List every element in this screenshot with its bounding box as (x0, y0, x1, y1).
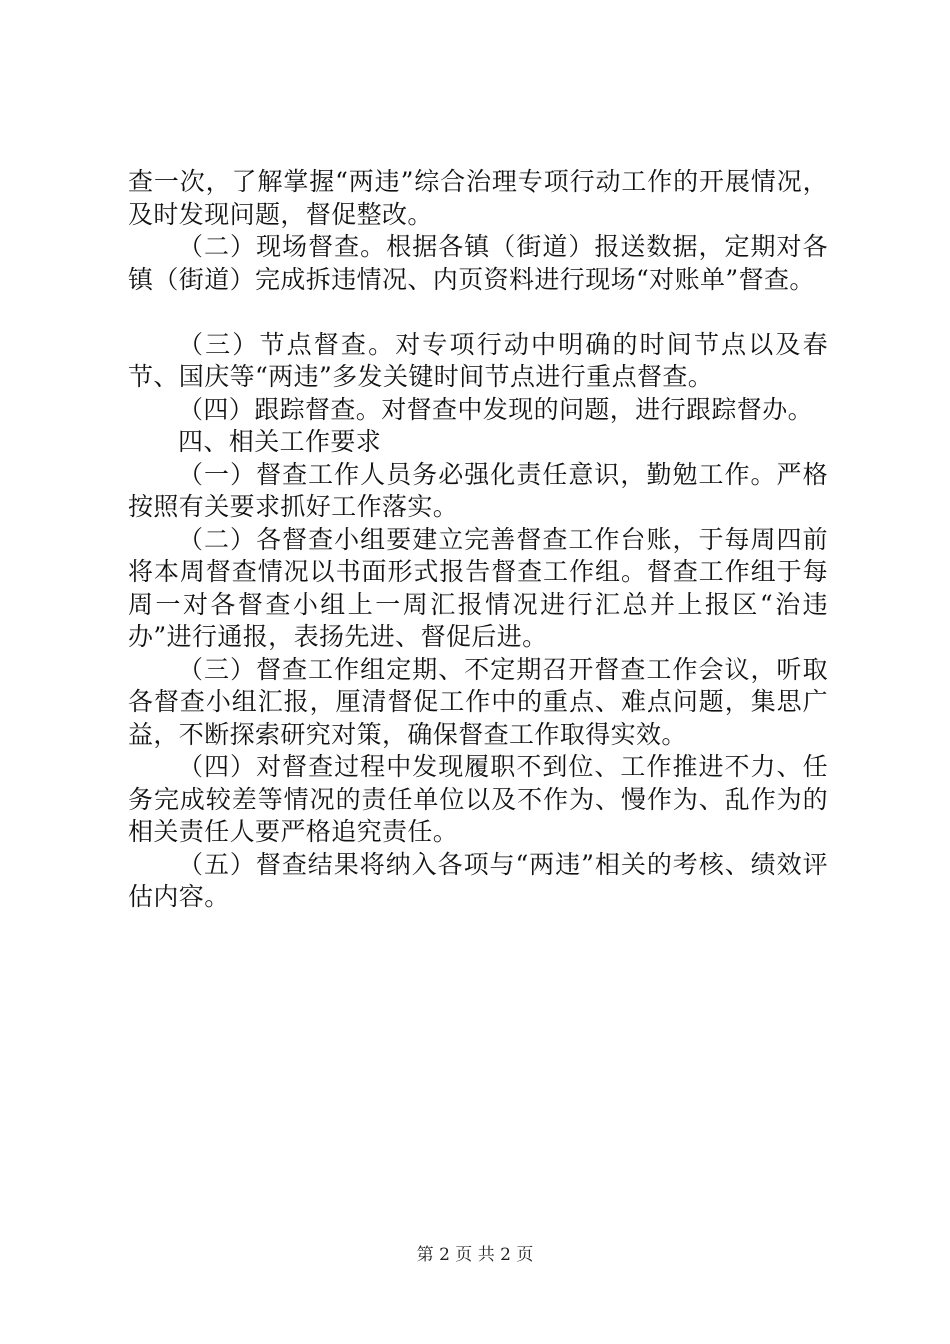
paragraph-requirement-2: （二）各督查小组要建立完善督查工作台账，于每周四前将本周督查情况以书面形式报告督查工作组。督查工作组于每周一对各督查小组上一周汇报情况进行汇总并上报区“治违办”进行通报，表扬先进、督促后进。 (128, 524, 828, 651)
paragraph-tracking-inspection: （四）跟踪督查。对督查中发现的问题，进行跟踪督办。 (178, 394, 814, 424)
paragraph-requirement-1: （一）督查工作人员务必强化责任意识，勤勉工作。严格按照有关要求抓好工作落实。 (128, 459, 828, 521)
document-body (128, 166, 828, 914)
paragraph-requirement-5: （五）督查结果将纳入各项与“两违”相关的考核、绩效评估内容。 (128, 849, 828, 911)
paragraph-onsite-inspection: （二）现场督查。根据各镇（街道）报送数据，定期对各镇（街道）完成拆违情况、内页资料进行现场“对账单”督查。 (128, 232, 828, 294)
page-number-footer: 第 2 页 共 2 页 (416, 1245, 534, 1265)
paragraph-requirement-4: （四）对督查过程中发现履职不到位、工作推进不力、任务完成较差等情况的责任单位以及不作为、慢作为、乱作为的相关责任人要严格追究责任。 (128, 752, 828, 846)
paragraph-node-inspection: （三）节点督查。对专项行动中明确的时间节点以及春节、国庆等“两违”多发关键时间节点进行重点督查。 (128, 329, 828, 391)
paragraph-gap (128, 296, 828, 329)
paragraph-requirement-3: （三）督查工作组定期、不定期召开督查工作会议，听取各督查小组汇报，厘清督促工作中的重点、难点问题，集思广益，不断探索研究对策，确保督查工作取得实效。 (128, 654, 828, 749)
paragraph-continuation: 查一次，了解掌握“两违”综合治理专项行动工作的开展情况，及时发现问题，督促整改。 (128, 167, 828, 229)
section-heading: 四、相关工作要求 (178, 427, 382, 456)
